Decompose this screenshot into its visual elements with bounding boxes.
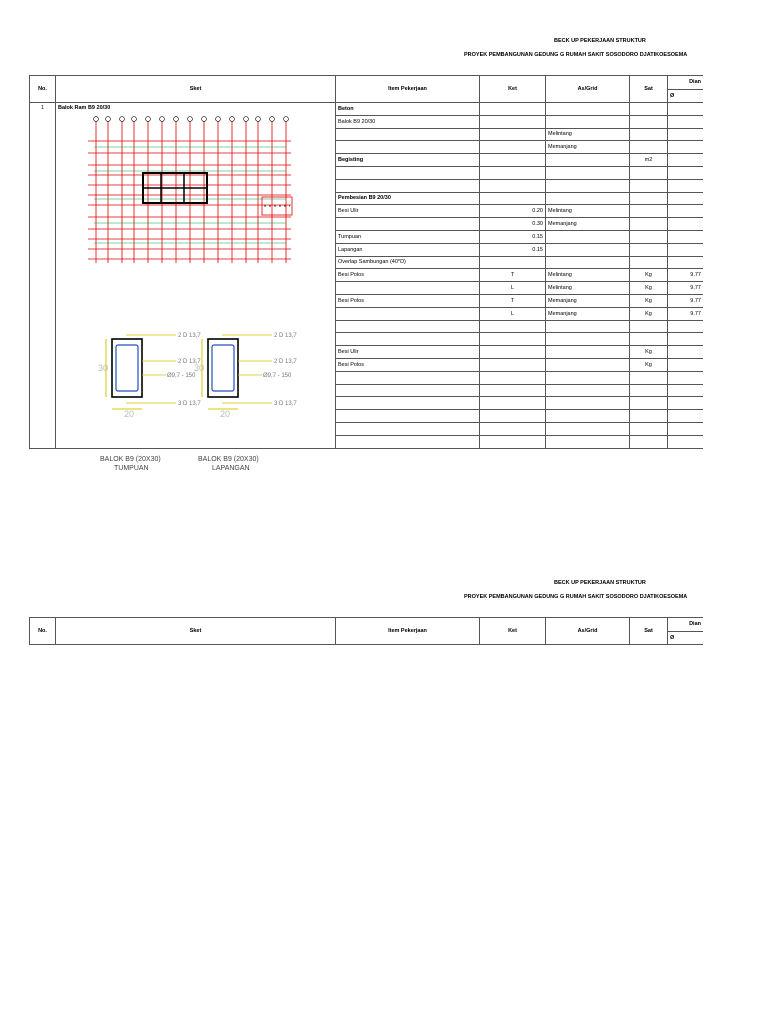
asgrid-cell [546,115,630,128]
sat-cell: Kg [630,358,668,371]
item-cell: Besi Ulir [336,346,480,359]
dim-height-text: 30 [194,363,205,373]
header-asgrid: As/Grid [546,76,630,103]
item-cell: Besi Polos [336,358,480,371]
header-phi: Ø [668,89,704,103]
diameter-cell [668,192,704,205]
item-cell [336,410,480,423]
sat-cell [630,230,668,243]
diameter-cell [668,205,704,218]
diameter-cell [668,256,704,269]
grid-bubble [202,117,207,122]
diameter-cell [668,154,704,167]
sat-cell: Kg [630,307,668,320]
asgrid-cell [546,422,630,435]
sat-cell: Kg [630,269,668,282]
page-title: BECK UP PEKERJAAN STRUKTUR [554,38,646,44]
diameter-cell [668,320,704,333]
diameter-cell [668,346,704,359]
ket-cell: 0.15 [480,230,546,243]
item-cell [336,307,480,320]
asgrid-cell [546,243,630,256]
diameter-cell: 9.77 [668,294,704,307]
item-cell [336,333,480,346]
ket-cell: 0.15 [480,243,546,256]
stirrup-shape [116,345,138,391]
header-sat: Sat [630,618,668,645]
sat-cell [630,128,668,141]
sat-cell: Kg [630,282,668,295]
asgrid-cell [546,346,630,359]
asgrid-cell: Memanjang [546,294,630,307]
bar-mid-text: 2 D 13,7 [274,359,297,365]
grid-bubble [160,117,165,122]
ket-cell [480,346,546,359]
diameter-cell [668,371,704,384]
asgrid-cell [546,384,630,397]
asgrid-cell: Melintang [546,269,630,282]
ket-cell [480,422,546,435]
diameter-cell: 9.77 [668,307,704,320]
item-cell: Overlap Sambungan (40*D) [336,256,480,269]
item-cell: Lapangan [336,243,480,256]
ket-cell [480,320,546,333]
asgrid-cell [546,410,630,423]
dim-width-text: 20 [220,409,231,419]
page-title-2: BECK UP PEKERJAAN STRUKTUR [554,580,646,586]
dim-height-text: 30 [98,363,109,373]
item-cell: Besi Polos [336,294,480,307]
sat-cell: Kg [630,346,668,359]
ket-cell: 0.30 [480,218,546,231]
asgrid-cell [546,256,630,269]
ket-cell [480,115,546,128]
asgrid-cell [546,397,630,410]
plan-grid-red [88,117,291,263]
diameter-cell [668,422,704,435]
grid-bubble [106,117,111,122]
grid-bubble [120,117,125,122]
sketch-title: Balok Ram B9 20/30 [58,105,111,111]
asgrid-cell [546,103,630,116]
ket-cell: T [480,294,546,307]
sat-cell [630,384,668,397]
grid-bubble [256,117,261,122]
item-cell: Besi Polos [336,269,480,282]
grid-bubble [216,117,221,122]
section-sub-right: LAPANGAN [212,465,250,472]
section-tumpuan [96,331,201,431]
item-cell: Begisting [336,154,480,167]
asgrid-cell [546,320,630,333]
diameter-cell [668,103,704,116]
ket-cell [480,384,546,397]
diameter-cell [668,243,704,256]
header-diameter: Dian [668,618,704,632]
asgrid-cell [546,371,630,384]
section-lapangan [192,331,297,431]
asgrid-cell: Melintang [546,128,630,141]
grid-bubble [270,117,275,122]
item-cell: Pembesian B9 20/30 [336,192,480,205]
ket-cell: L [480,307,546,320]
sat-cell [630,218,668,231]
item-cell [336,397,480,410]
dim-width-text: 20 [124,409,135,419]
header-sat: Sat [630,76,668,103]
bar-top-text: 2 D 13,7 [274,333,297,339]
section-label-right: BALOK B9 (20X30) [198,456,259,463]
sketch-cell [56,103,336,472]
sat-cell [630,397,668,410]
item-cell [336,141,480,154]
item-cell [336,166,480,179]
asgrid-cell [546,333,630,346]
sat-cell [630,422,668,435]
sat-cell [630,166,668,179]
stirrup-text: Ø9,7 - 150 [263,373,292,379]
ket-cell [480,128,546,141]
sat-cell [630,320,668,333]
sat-cell [630,179,668,192]
header-diameter: Dian [668,76,704,90]
item-cell: Tumpuan [336,230,480,243]
asgrid-cell [546,179,630,192]
ket-cell [480,256,546,269]
diameter-cell [668,384,704,397]
sat-cell [630,333,668,346]
item-cell [336,282,480,295]
section-label-left: BALOK B9 (20X30) [100,456,161,463]
diameter-cell [668,435,704,448]
diameter-cell: 9.77 [668,282,704,295]
asgrid-cell [546,435,630,448]
item-cell [336,435,480,448]
diameter-cell [668,333,704,346]
sat-cell: m2 [630,154,668,167]
work-table-2 [29,617,704,645]
diameter-cell [668,115,704,128]
grid-bubble [174,117,179,122]
ket-cell: T [480,269,546,282]
plan-extension [262,197,292,215]
sat-cell [630,103,668,116]
grid-bubble [132,117,137,122]
header-ket: Ket [480,76,546,103]
sat-cell [630,256,668,269]
diameter-cell [668,128,704,141]
sat-cell [630,243,668,256]
asgrid-cell [546,192,630,205]
stirrup-text: Ø9,7 - 150 [167,373,196,379]
item-cell [336,320,480,333]
ket-cell [480,333,546,346]
header-asgrid: As/Grid [546,618,630,645]
ket-cell [480,154,546,167]
item-cell [336,371,480,384]
diameter-cell [668,230,704,243]
grid-bubble [244,117,249,122]
table-row [30,103,704,116]
ket-cell [480,179,546,192]
bar-bottom-text: 3 D 13,7 [178,401,201,407]
ket-cell: L [480,282,546,295]
bar-top-text: 2 D 13,7 [178,333,201,339]
diameter-cell [668,166,704,179]
sat-cell [630,435,668,448]
header-sket: Sket [56,76,336,103]
asgrid-cell: Melintang [546,205,630,218]
asgrid-cell [546,166,630,179]
item-cell [336,384,480,397]
bar-bottom-text: 3 D 13,7 [274,401,297,407]
page-subtitle-2: PROYEK PEMBANGUNAN GEDUNG G RUMAH SAKIT SOSODORO DJATIKOESOEMA [464,594,688,600]
sat-cell: Kg [630,294,668,307]
sat-cell [630,115,668,128]
diameter-cell [668,397,704,410]
plan-sketch [86,113,296,273]
header-phi: Ø [668,631,704,645]
sat-cell [630,371,668,384]
page-subtitle: PROYEK PEMBANGUNAN GEDUNG G RUMAH SAKIT SOSODORO DJATIKOESOEMA [464,52,688,58]
diameter-cell [668,358,704,371]
diameter-cell [668,141,704,154]
section-sub-left: TUMPUAN [114,465,149,472]
grid-bubble [284,117,289,122]
work-table [29,75,704,472]
ket-cell [480,358,546,371]
ket-cell [480,410,546,423]
sat-cell [630,205,668,218]
grid-bubble [146,117,151,122]
item-cell [336,179,480,192]
ket-cell [480,166,546,179]
sat-cell [630,141,668,154]
diameter-cell [668,179,704,192]
header-item: Item Pekerjaan [336,76,480,103]
item-cell [336,128,480,141]
ket-cell: 0.20 [480,205,546,218]
sat-cell [630,410,668,423]
header-item: Item Pekerjaan [336,618,480,645]
stirrup-shape [212,345,234,391]
ket-cell [480,141,546,154]
header-no: No. [30,76,56,103]
item-cell: Beton [336,103,480,116]
page-right-edge [703,0,768,1024]
ket-cell [480,397,546,410]
grid-bubble [188,117,193,122]
grid-bubble [94,117,99,122]
ket-cell [480,371,546,384]
grid-bubble [230,117,235,122]
header-ket: Ket [480,618,546,645]
row-number: 1 [30,103,56,449]
header-no: No. [30,618,56,645]
item-cell [336,422,480,435]
item-cell: Balok B9 20/30 [336,115,480,128]
asgrid-cell [546,154,630,167]
diameter-cell [668,410,704,423]
header-sket: Sket [56,618,336,645]
sat-cell [630,192,668,205]
bar-mid-text: 2 D 13,7 [178,359,201,365]
asgrid-cell: Memanjang [546,307,630,320]
asgrid-cell [546,230,630,243]
item-cell: Besi Ulir [336,205,480,218]
ket-cell [480,435,546,448]
asgrid-cell [546,358,630,371]
ket-cell [480,103,546,116]
asgrid-cell: Memanjang [546,141,630,154]
item-cell [336,218,480,231]
ket-cell [480,192,546,205]
asgrid-cell: Melintang [546,282,630,295]
asgrid-cell: Memanjang [546,218,630,231]
diameter-cell [668,218,704,231]
diameter-cell: 9.77 [668,269,704,282]
